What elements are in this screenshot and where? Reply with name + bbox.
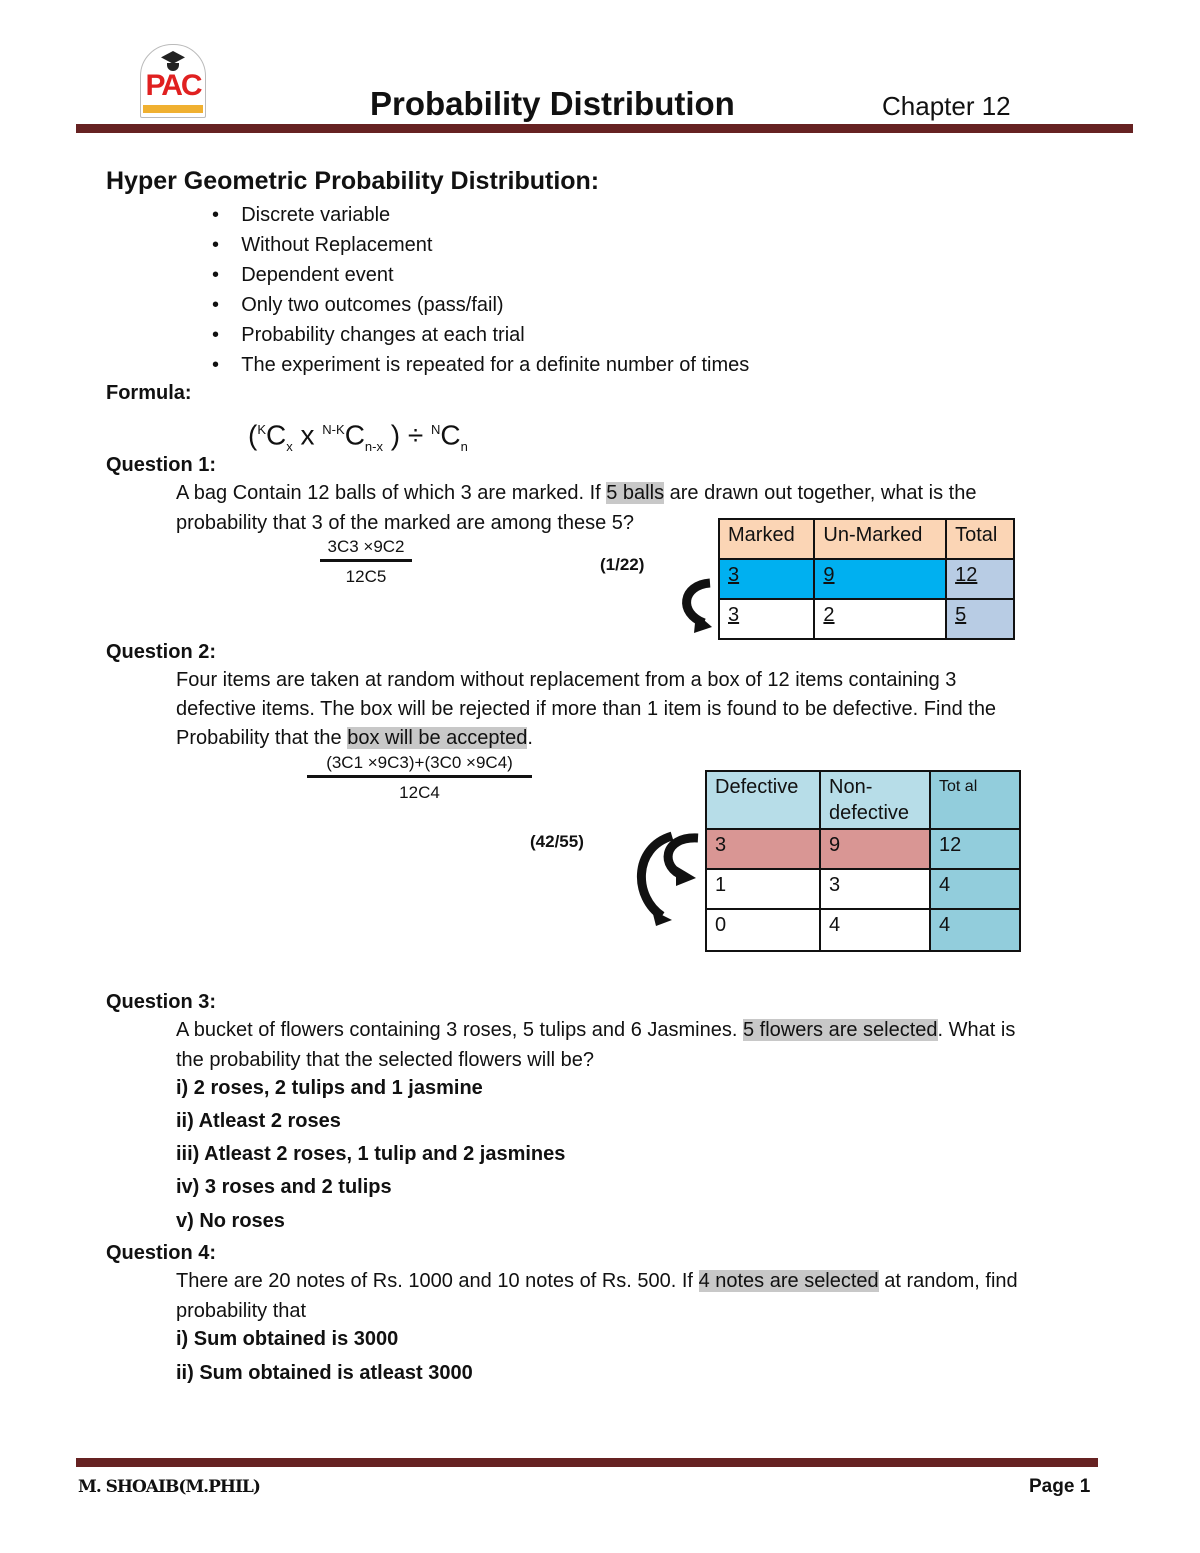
q3-item: i) 2 roses, 2 tulips and 1 jasmine (176, 1077, 483, 1099)
table-header: Marked (719, 519, 814, 559)
q2-table (705, 770, 1021, 952)
table-row: 3 9 12 (706, 829, 1020, 869)
pac-logo: PAC (140, 44, 206, 118)
formula-label: Formula: (106, 382, 192, 404)
question-1-text: A bag Contain 12 balls of which 3 are marked. If 5 balls are drawn out together, what is the (176, 482, 977, 504)
bullet-item: • Without Replacement (212, 234, 433, 256)
question-3-label: Question 3: (106, 991, 217, 1013)
question-4-label: Question 4: (106, 1242, 217, 1264)
table-row: 0 4 4 (706, 909, 1020, 951)
q4-item: i) Sum obtained is 3000 (176, 1328, 399, 1350)
bullet-item: • Probability changes at each trial (212, 324, 525, 346)
table-header: Total (946, 519, 1014, 559)
bullet-item: • The experiment is repeated for a definite number of times (212, 354, 750, 376)
bullet-item: • Dependent event (212, 264, 394, 286)
q2-fraction: $\frac{(3C1 \times 9C3)+(3C0 \times 9C4)}{12C4}$ (307, 751, 532, 808)
question-2-label: Question 2: (106, 641, 217, 663)
q3-item: iv) 3 roses and 2 tulips (176, 1176, 392, 1198)
table-header: Un-Marked (814, 519, 946, 559)
q1-fraction: $\frac{3C3 \times 9C2}{12C5}$ (320, 535, 412, 592)
question-2-text: defective items. The box will be rejected if more than 1 item is found to be defective. Find the (176, 698, 997, 720)
question-1-label: Question 1: (106, 454, 217, 476)
bullet-item: • Only two outcomes (pass/fail) (212, 294, 504, 316)
table-header: Tot al (930, 771, 1020, 829)
table-row: 3 9 12 (719, 559, 1014, 599)
footer-author: M. SHOAIB(M.PHIL) (78, 1477, 260, 1497)
chapter-label: Chapter 12 (882, 91, 1011, 121)
table-row: 3 2 5 (719, 599, 1014, 639)
footer-rule (76, 1458, 1098, 1467)
page-title: Probability Distribution (370, 85, 735, 122)
q3-item: iii) Atleast 2 roses, 1 tulip and 2 jasmines (176, 1143, 566, 1165)
curved-arrow-icon (632, 828, 704, 928)
bullet-item: • Discrete variable (212, 204, 391, 226)
q3-item: ii) Atleast 2 roses (176, 1110, 341, 1132)
question-2-text: Probability that the box will be accepted. (176, 727, 533, 749)
question-1-text: probability that 3 of the marked are among these 5? (176, 512, 635, 534)
section-heading: Hyper Geometric Probability Distribution: (106, 167, 600, 195)
q1-answer: (1/22) (600, 555, 645, 574)
question-2-text: Four items are taken at random without replacement from a box of 12 items containing 3 (176, 669, 957, 691)
q3-item: v) No roses (176, 1210, 285, 1232)
table-header: Non-defective (820, 771, 930, 829)
table-row: 1 3 4 (706, 869, 1020, 909)
table-header: Defective (706, 771, 820, 829)
question-3-text: the probability that the selected flowers will be? (176, 1049, 595, 1071)
question-3-text: A bucket of flowers containing 3 roses, 5 tulips and 6 Jasmines. 5 flowers are selected. What is (176, 1019, 1016, 1041)
q2-answer: (42/55) (530, 832, 584, 851)
q1-table (718, 518, 1015, 640)
question-4-text: There are 20 notes of Rs. 1000 and 10 notes of Rs. 500. If 4 notes are selected at random, find (176, 1270, 1018, 1292)
question-4-text: probability that (176, 1300, 307, 1322)
curved-arrow-icon (672, 575, 718, 635)
page-number: Page 1 (1029, 1476, 1091, 1497)
header-rule (76, 124, 1133, 133)
formula: ($^KC_x$ x $^{N-K}C_{n-x}$ ) ÷ $^NC_n$ (248, 419, 468, 454)
q4-item: ii) Sum obtained is atleast 3000 (176, 1362, 473, 1384)
